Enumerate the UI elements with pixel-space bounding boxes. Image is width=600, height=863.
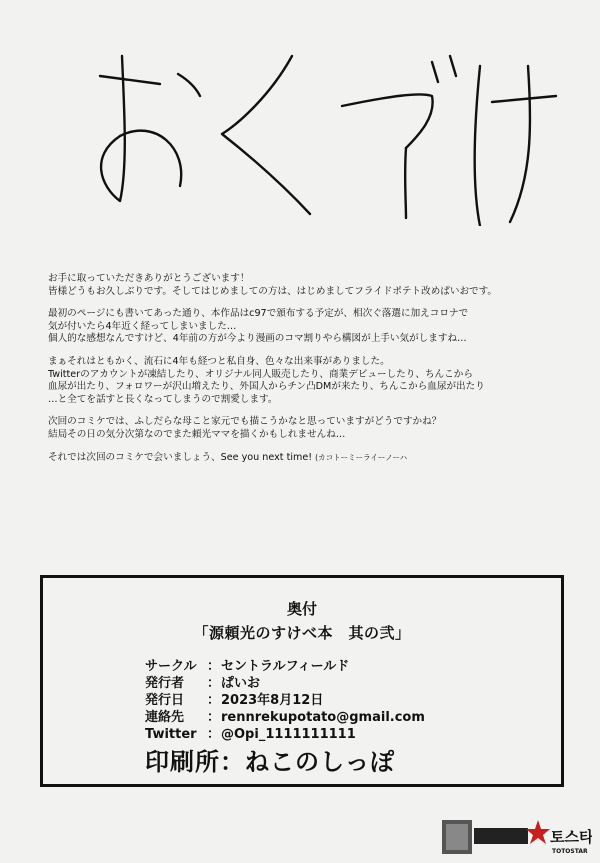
closing-line: それでは次回のコミケで会いましょう、See you next time!	[48, 451, 313, 463]
afterword-line: 個人的な感想なんですけど、4年前の方が今より漫画のコマ割りやら構図が上手い気がしますね…	[48, 333, 467, 345]
colophon-heading: 奥付	[286, 600, 317, 618]
row-separator: ：	[207, 659, 221, 674]
colophon-box	[40, 575, 564, 787]
printer-label: 印刷所	[145, 748, 220, 776]
star-icon	[526, 820, 550, 844]
row-label: 連絡先	[145, 710, 185, 725]
row-value: ぱいお	[221, 676, 261, 691]
book-title: 「源頼光のすけべ本 其の弐」	[193, 624, 411, 642]
row-value: rennrekupotato@gmail.com	[221, 710, 425, 725]
row-separator: ：	[207, 676, 221, 691]
watermark-bar	[474, 828, 528, 844]
afterword-line: 最初のページにも書いてあった通り、本作品はc97で頒布する予定が、相次ぐ落選に加えコロナで	[48, 308, 469, 320]
circle-row	[145, 658, 425, 675]
watermark-text: 토스타	[550, 828, 592, 846]
afterword-paragraph	[48, 308, 568, 346]
watermark-badge	[442, 816, 592, 856]
afterword-line: Twitterのアカウントが凍結したり、オリジナル同人販売したり、商業デビューしたり、ちんこから	[48, 368, 473, 380]
afterword-paragraph	[48, 416, 568, 441]
afterword	[48, 273, 568, 474]
afterword-paragraph	[48, 273, 568, 298]
row-separator: ：	[207, 710, 221, 725]
afterword-line: まぁそれはともかく、流石に4年も経つと私自身、色々な出来事がありました。	[48, 355, 390, 367]
row-value: セントラルフィールド	[221, 659, 350, 674]
afterword-line: 気が付いたら4年近く経ってしまいました…	[48, 320, 237, 332]
colophon-details	[145, 658, 425, 743]
afterword-line: お手に取っていただきありがとうございます！	[48, 273, 250, 284]
closing-small-note: (カコトーミーライーノーハ	[315, 452, 408, 462]
row-label: 発行者	[145, 676, 185, 691]
handwritten-title	[60, 36, 560, 226]
row-separator: ：	[207, 693, 221, 708]
printer-separator: ：	[220, 748, 245, 776]
afterword-paragraph	[48, 356, 568, 406]
row-value: @Opi_1111111111	[221, 727, 356, 742]
row-label: 発行日	[145, 693, 185, 708]
printer-line	[145, 742, 395, 777]
publisher-row	[145, 675, 425, 692]
date-row	[145, 692, 425, 709]
twitter-row	[145, 726, 425, 743]
afterword-line: …と全てを話すと長くなってしまうので割愛します。	[48, 393, 278, 405]
row-separator: ：	[207, 727, 221, 742]
afterword-line: 皆様どうもお久しぶりです。そしてはじめましての方は、はじめましてフライドポテト改めぱいおです。	[48, 285, 497, 297]
printer-name: ねこのしっぽ	[245, 748, 395, 776]
row-label: サークル	[145, 659, 197, 674]
afterword-line: 次回のコミケでは、ふしだらな母こと家元でも描こうかなと思っていますがどうですかね？	[48, 416, 442, 428]
afterword-closing	[48, 452, 568, 465]
row-label: Twitter	[145, 727, 197, 742]
watermark-subtext: TOTOSTAR	[552, 848, 588, 855]
row-value: 2023年8月12日	[221, 693, 324, 708]
contact-row	[145, 709, 425, 726]
afterword-line: 血尿が出たり、フォロワーが沢山増えたり、外国人からチン凸DMが来たり、ちんこから血尿が出たり	[48, 381, 485, 393]
afterword-line: 結局その日の気分次第なのでまた頼光ママを描くかもしれませんね…	[48, 428, 346, 440]
